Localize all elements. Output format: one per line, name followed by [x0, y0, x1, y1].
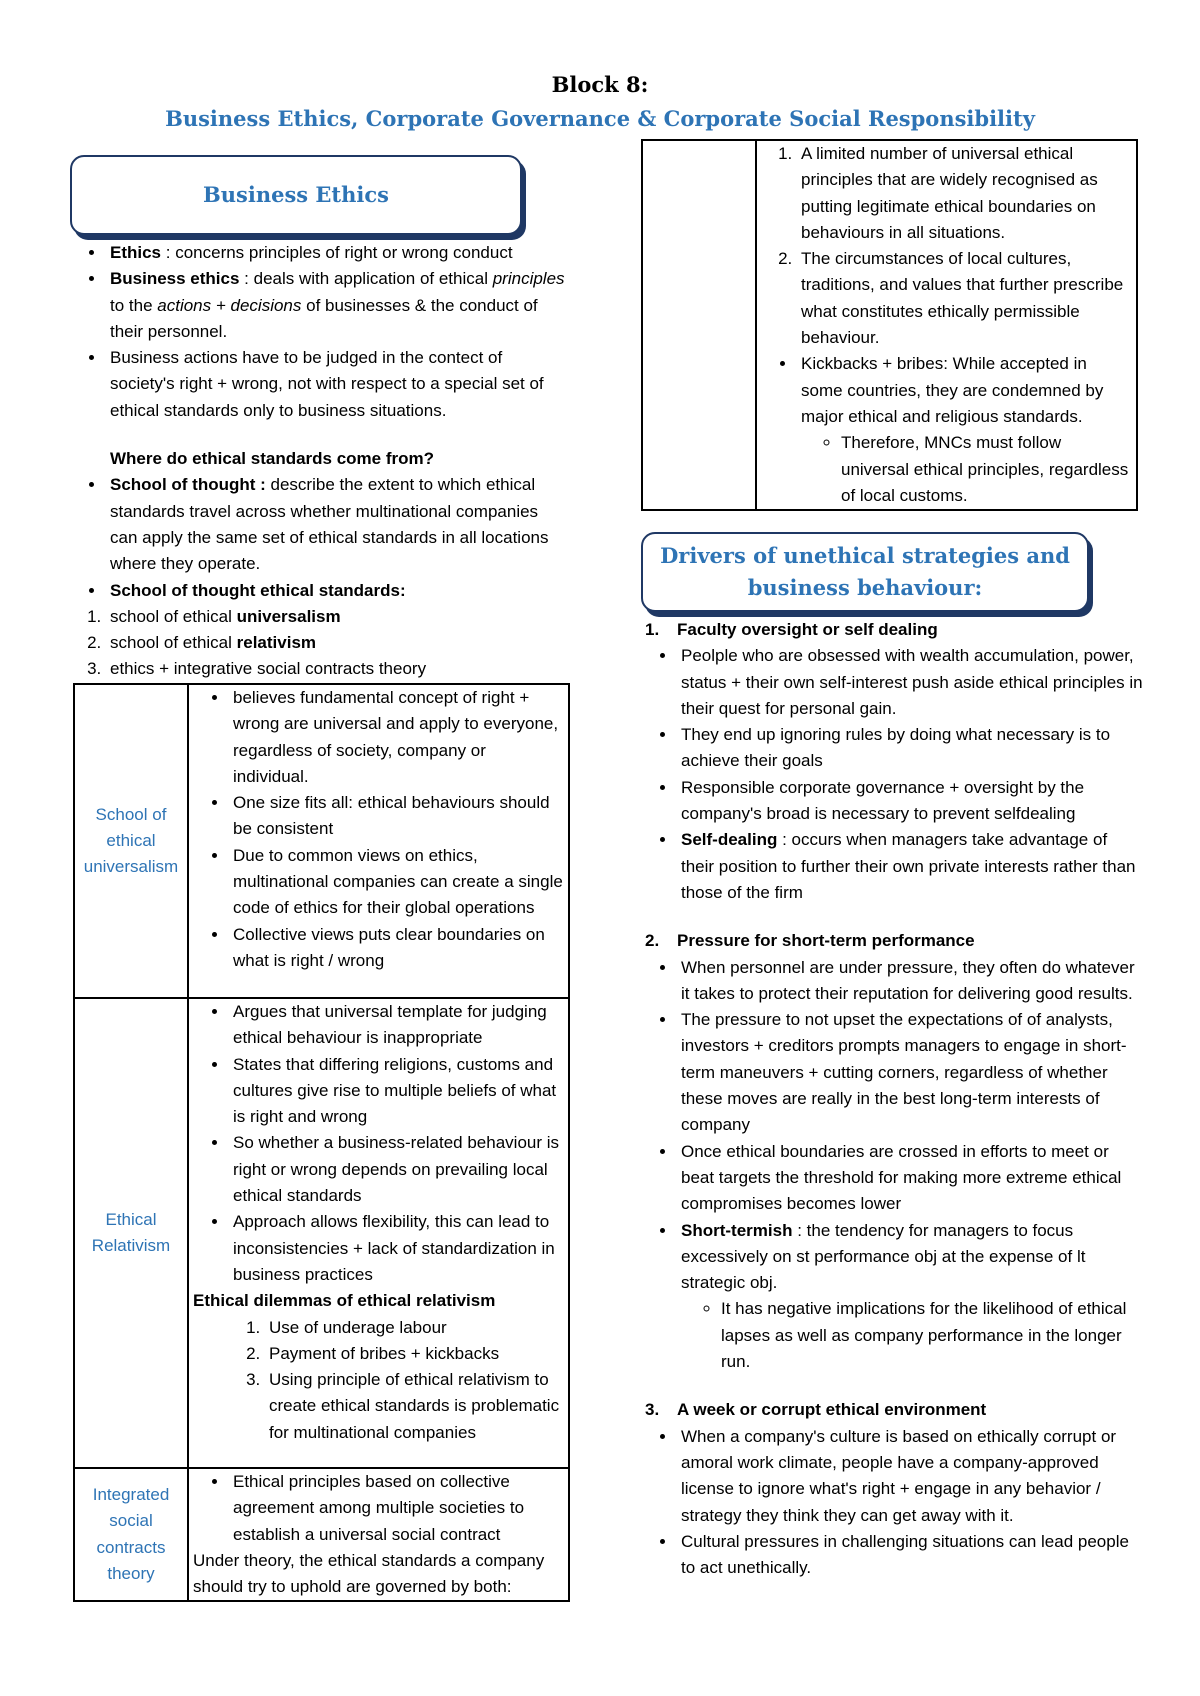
- section-heading: 3. A week or corrupt ethical environment: [645, 1400, 987, 1420]
- list-item: • Responsible corporate governance + oversight by the company's broad is necessary to prevent selfdealing: [677, 775, 1144, 828]
- row-content: [188, 684, 569, 998]
- business-ethics-heading-box: [70, 155, 522, 235]
- section-heading: 2. Pressure for short-term performance: [645, 931, 975, 951]
- table-row: [74, 1468, 569, 1601]
- dilemmas-heading: Ethical dilemmas of ethical relativism: [193, 1291, 496, 1311]
- list-item: 2. Payment of bribes + kickbacks: [265, 1341, 564, 1367]
- list-item: • Approach allows flexibility, this can lead to inconsistencies + lack of standardization in business practices: [229, 1209, 564, 1288]
- row-label: [642, 140, 756, 510]
- list-item: • Business ethics : deals with application of ethical principles to the actions + decisions of businesses & the conduct of their personnel.: [106, 266, 570, 345]
- theory-note: Under theory, the ethical standards a company should try to uphold are governed by both:: [193, 1550, 545, 1597]
- list-item: • They end up ignoring rules by doing what necessary is to achieve their goals: [677, 722, 1144, 775]
- list-item: 1. school of ethical universalism: [106, 604, 570, 630]
- list-item: • Due to common views on ethics, multinational companies can create a single code of ethics for their global operations: [229, 843, 564, 922]
- list-item: 3. ethics + integrative social contracts theory: [106, 656, 570, 682]
- row-content: [188, 1468, 569, 1601]
- standards-list: [70, 604, 570, 683]
- question-heading: Where do ethical standards come from?: [110, 449, 435, 469]
- row-label: School of ethical universalism: [74, 684, 188, 998]
- row-label: Integrated social contracts theory: [74, 1468, 188, 1601]
- ethics-definitions-list: [70, 240, 570, 424]
- list-item: • When personnel are under pressure, they often do whatever it takes to protect their reputation for delivering good results.: [677, 955, 1144, 1008]
- left-column-text: [70, 240, 570, 683]
- list-item: 1. A limited number of universal ethical principles that are widely recognised as putting legitimate ethical boundaries on behaviours in all situations.: [797, 141, 1132, 246]
- list-item: • Self-dealing : occurs when managers take advantage of their position to further their own private interests rather than those of the firm: [677, 827, 1144, 906]
- section-heading: 1. Faculty oversight or self dealing: [645, 620, 938, 639]
- school-list: [70, 472, 570, 682]
- list-item: • Peolple who are obsessed with wealth accumulation, power, status + their own self-interest push aside ethical principles in their quest for personal gain.: [677, 643, 1144, 722]
- list-item: • One size fits all: ethical behaviours should be consistent: [229, 790, 564, 843]
- table-row: [74, 998, 569, 1468]
- ethics-schools-table: [73, 683, 570, 1602]
- dilemmas-list: [193, 1315, 564, 1446]
- list-item: • Short-termish : the tendency for managers to focus excessively on st performance obj at the expense of lt strategic obj. ◦ It has negative implications for the likelihood of ethical lapses as well as company performance in the longer run.: [677, 1218, 1144, 1376]
- list-item: 2. school of ethical relativism: [106, 630, 570, 656]
- list-item: 3. Using principle of ethical relativism to create ethical standards is problematic for multinational companies: [265, 1367, 564, 1446]
- numbered-list: [761, 141, 1132, 351]
- list-item: • Collective views puts clear boundaries on what is right / wrong: [229, 922, 564, 975]
- business-ethics-heading: Business Ethics: [203, 182, 389, 207]
- continued-table: [641, 139, 1138, 511]
- list-item: • believes fundamental concept of right + wrong are universal and apply to everyone, regardless of society, company or individual.: [229, 685, 564, 790]
- list-item: • Ethical principles based on collective agreement among multiple societies to establish a universal social contract: [229, 1469, 564, 1548]
- list-item: • The pressure to not upset the expectations of of analysts, investors + creditors prompts managers to engage in short-term maneuvers + cutting corners, regardless of whether these moves are really in the best long-term interests of company: [677, 1007, 1144, 1138]
- list-item: • School of thought : describe the extent to which ethical standards travel across whether multinational companies can apply the same set of ethical standards in all locations where they operate.: [106, 472, 570, 577]
- page-subtitle: Business Ethics, Corporate Governance & Corporate Social Responsibility: [165, 106, 1035, 131]
- list-item: • So whether a business-related behaviour is right or wrong depends on prevailing local ethical standards: [229, 1130, 564, 1209]
- list-item: • Argues that universal template for judging ethical behaviour is inappropriate: [229, 999, 564, 1052]
- list-item: ◦ Therefore, MNCs must follow universal ethical principles, regardless of local customs.: [841, 430, 1132, 509]
- list-item: • Ethics : concerns principles of right or wrong conduct: [106, 240, 570, 266]
- list-item: • Kickbacks + bribes: While accepted in some countries, they are condemned by major ethical and religious standards. ◦ Therefore, MNCs must follow universal ethical principles, regardless of local customs.: [797, 351, 1132, 509]
- table-row: [74, 684, 569, 998]
- drivers-heading: Drivers of unethical strategies and business behaviour:: [660, 543, 1070, 600]
- right-column-text: [641, 617, 1144, 1581]
- list-item: • States that differing religions, customs and cultures give rise to multiple beliefs of what is right and wrong: [229, 1052, 564, 1131]
- row-content: [188, 998, 569, 1468]
- list-item: • Cultural pressures in challenging situations can lead people to act unethically.: [677, 1529, 1144, 1582]
- list-item: • Once ethical boundaries are crossed in efforts to meet or beat targets the threshold for making more extreme ethical compromises becomes lower: [677, 1139, 1144, 1218]
- list-item: ◦ It has negative implications for the likelihood of ethical lapses as well as company performance in the longer run.: [721, 1296, 1144, 1375]
- block-title: Block 8:: [551, 72, 649, 97]
- list-item: • When a company's culture is based on ethically corrupt or amoral work climate, people have a company-approved license to ignore what's right + engage in any behavior / strategy they think they can get away with it.: [677, 1424, 1144, 1529]
- list-item: 2. The circumstances of local cultures, traditions, and values that further prescribe what constitutes ethically permissible behaviour.: [797, 246, 1132, 351]
- table-row: [642, 140, 1137, 510]
- row-content: [756, 140, 1137, 510]
- row-label: Ethical Relativism: [74, 998, 188, 1468]
- drivers-heading-box: [641, 532, 1089, 612]
- list-item: • Business actions have to be judged in the contect of society's right + wrong, not with respect to a special set of ethical standards only to business situations.: [106, 345, 570, 424]
- list-item: 1. Use of underage labour: [265, 1315, 564, 1341]
- list-item: • School of thought ethical standards: 1. school of ethical universalism 2. school of ethical relativism 3. ethics + integrative social contracts theory: [106, 578, 570, 683]
